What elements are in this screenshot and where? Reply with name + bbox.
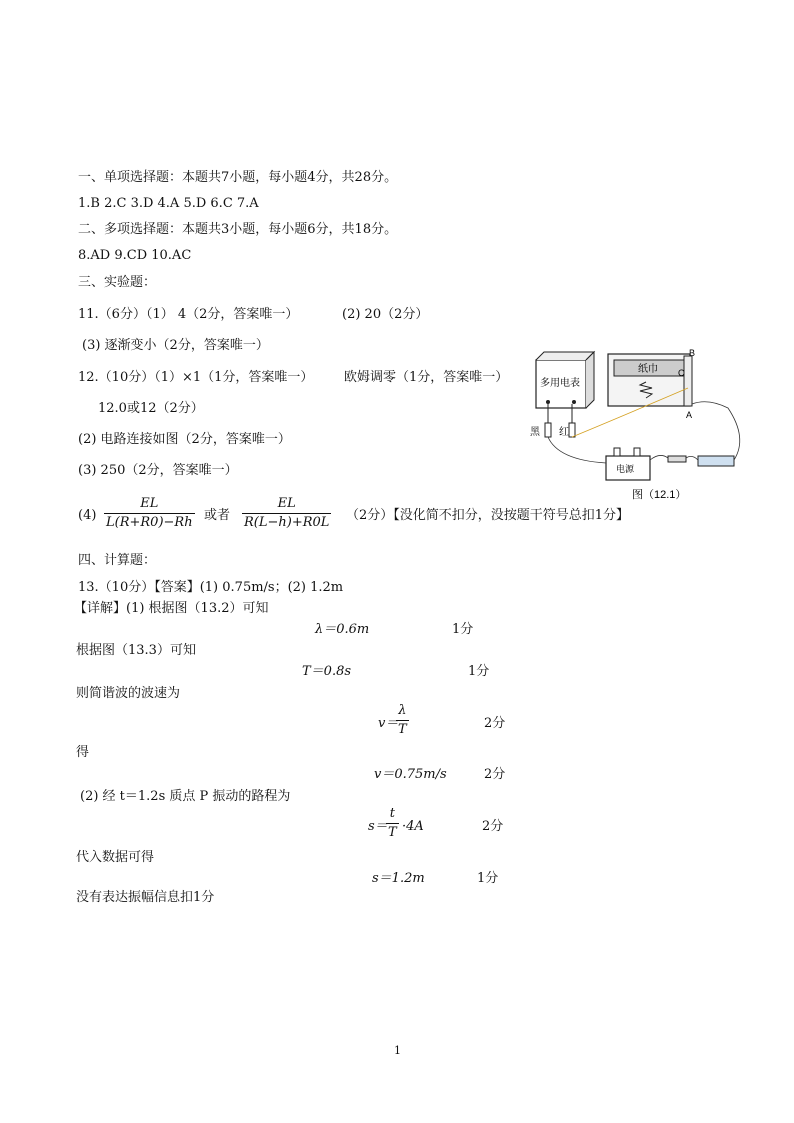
q13-line8: 没有表达振幅信息扣1分 (76, 890, 215, 905)
label-a: A (686, 410, 693, 420)
q13-line4: 则简谐波的波速为 (76, 686, 181, 701)
q12-line1a: 12.（10分）（1）×1（1分，答案唯一） (78, 370, 314, 385)
q13-eq6: s＝1.2m (372, 871, 425, 886)
label-b: B (689, 348, 696, 358)
q13-eq4-score: 2分 (484, 767, 506, 782)
section3-title: 三、实验题： (78, 275, 157, 290)
q13-eq3-score: 2分 (484, 716, 506, 731)
q11-line1b: (2) 20（2分） (342, 307, 429, 322)
label-c: C (678, 368, 685, 378)
q13-line5: 得 (76, 745, 90, 760)
q13-eq5-tail: ·4A (402, 819, 424, 834)
section2-title: 二、多项选择题：本题共3小题，每小题6分，共18分。 (78, 222, 398, 237)
section1-title: 一、单项选择题：本题共7小题，每小题4分，共28分。 (78, 170, 398, 185)
q12-part4-tail: （2分）【没化简不扣分，没按题干符号总扣1分】 (346, 508, 630, 523)
q12-frac2-denominator: R(L−h)+R0L (244, 515, 330, 530)
q12-part4-label: (4) (78, 508, 97, 523)
paper-label: 纸巾 (638, 364, 658, 375)
fraction-bar (104, 513, 195, 514)
q13-eq4: v＝0.75m/s (374, 767, 447, 782)
meter-label: 多用电表 (540, 378, 580, 389)
q13-eq1-score: 1分 (452, 622, 474, 637)
q13-line6: (2) 经 t＝1.2s 质点 P 振动的路程为 (80, 789, 291, 804)
q12-line4: (3) 250（2分，答案唯一） (78, 463, 238, 478)
q11-line2: (3) 逐渐变小（2分，答案唯一） (82, 338, 269, 353)
q13-eq3-lhs: v＝ (378, 716, 399, 731)
q12-fraction-1 (104, 496, 195, 531)
fraction-bar (386, 823, 399, 824)
circuit-diagram (528, 348, 760, 508)
q12-frac2-numerator: EL (277, 496, 296, 511)
section4-title: 四、计算题： (78, 553, 157, 568)
q13-eq3-denominator: T (398, 722, 407, 737)
q12-frac1-numerator: EL (140, 496, 159, 511)
q12-line2: 12.0或12（2分） (98, 401, 204, 416)
q13-line7: 代入数据可得 (76, 850, 155, 865)
black-probe-label: 黑 (530, 427, 540, 438)
battery-label: 电源 (616, 464, 635, 474)
fraction-bar (396, 720, 409, 721)
figure-caption: 图（12.1） (632, 489, 687, 501)
q13-eq6-score: 1分 (477, 871, 499, 886)
q13-eq3-fraction (396, 703, 409, 738)
q13-line2: 【详解】(1) 根据图（13.2）可知 (74, 601, 269, 616)
q12-line1b: 欧姆调零（1分，答案唯一） (344, 370, 509, 385)
fraction-bar (242, 513, 331, 514)
q13-eq5-denominator: T (388, 825, 397, 840)
section1-answers: 1.B 2.C 3.D 4.A 5.D 6.C 7.A (78, 196, 259, 211)
red-probe-label: 红 (559, 427, 569, 438)
q13-eq5-numerator: t (389, 806, 395, 821)
q13-eq5-lhs: s＝ (368, 819, 388, 834)
circuit-svg (528, 348, 760, 508)
section2-answers: 8.AD 9.CD 10.AC (78, 248, 192, 263)
q12-frac1-denominator: L(R+R0)−Rh (106, 515, 193, 530)
q13-eq1: λ＝0.6m (315, 622, 370, 637)
q12-line3: (2) 电路连接如图（2分，答案唯一） (78, 432, 291, 447)
q13-eq2-score: 1分 (468, 664, 490, 679)
q11-line1a: 11.（6分）（1） 4（2分，答案唯一） (78, 307, 299, 322)
q13-line1: 13.（10分）【答案】(1) 0.75m/s；(2) 1.2m (78, 580, 344, 595)
q13-eq2: T＝0.8s (302, 664, 352, 679)
q13-eq3-numerator: λ (398, 703, 407, 718)
q13-eq5-score: 2分 (482, 819, 504, 834)
q12-fraction-2 (242, 496, 331, 531)
q13-line3: 根据图（13.3）可知 (76, 643, 196, 658)
page-number: 1 (394, 1044, 401, 1057)
q12-or: 或者 (204, 508, 231, 523)
q13-eq5-fraction (386, 806, 399, 841)
